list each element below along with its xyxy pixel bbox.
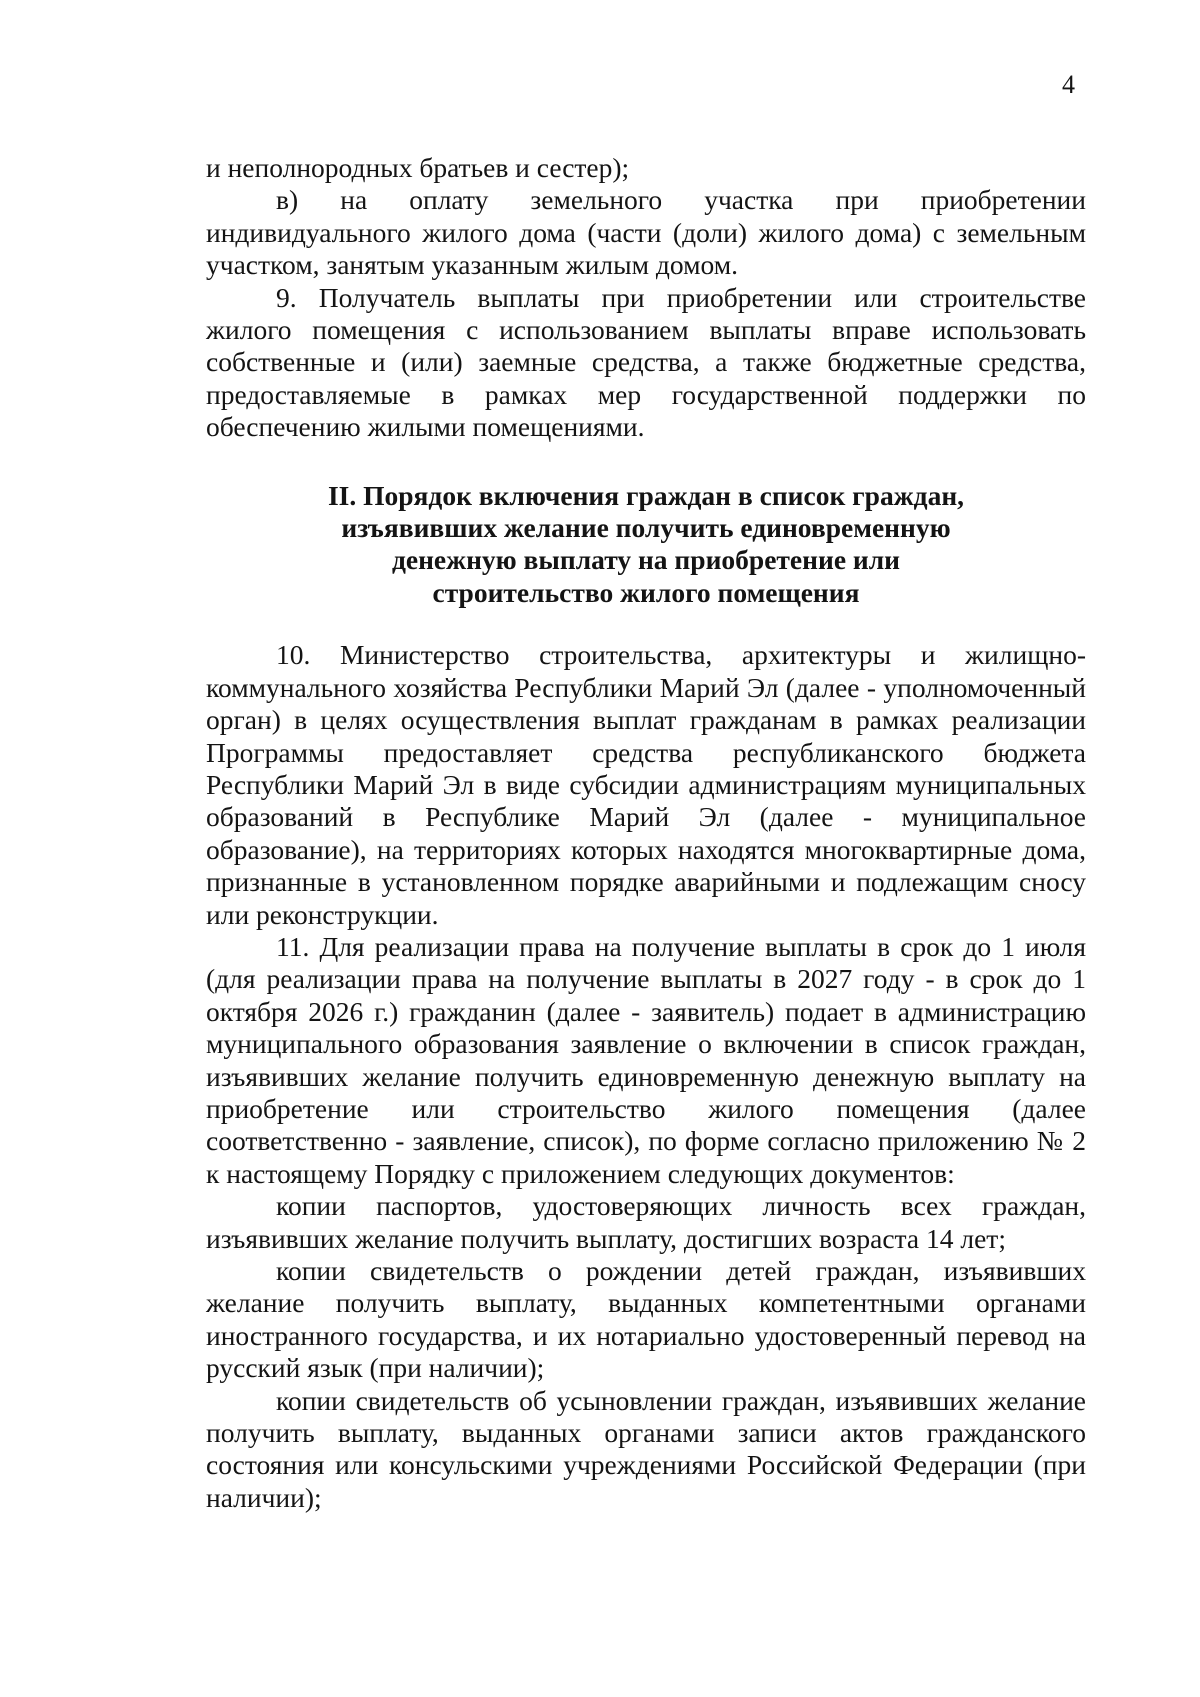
document-body	[206, 152, 1086, 1514]
paragraph-10: 10. Министерство строительства, архитектуры и жилищно-коммунального хозяйства Республики Марий Эл (далее - уполномоченный орган) в целях осуществления выплат гражданам в рамках реализации Программы предоставляет средства республиканского бюджета Республики Марий Эл в виде субсидии администрациям муниципальных образований в Республике Марий Эл (далее - муниципальное образование), на территориях которых находятся многоквартирные дома, признанные в установленном порядке аварийными и подлежащим сносу или реконструкции.	[206, 639, 1086, 930]
paragraph-9: 9. Получатель выплаты при приобретении или строительстве жилого помещения с использованием выплаты вправе использовать собственные и (или) заемные средства, а также бюджетные средства, предоставляемые в рамках мер государственной поддержки по обеспечению жилыми помещениями.	[206, 281, 1086, 443]
section-heading	[206, 480, 1086, 610]
section-heading-line: денежную выплату на приобретение или	[391, 544, 901, 576]
section-heading-line: II. Порядок включения граждан в список граждан,	[327, 479, 965, 511]
list-item-adoption-certificates: копии свидетельств об усыновлении граждан, изъявивших желание получить выплату, выданных органами записи актов гражданского состояния или консульскими учреждениями Российской Федерации (при наличии);	[206, 1384, 1086, 1513]
list-item-passports: копии паспортов, удостоверяющих личность всех граждан, изъявивших желание получить выплату, достигших возраста 14 лет;	[206, 1190, 1086, 1254]
section-heading-line: изъявивших желание получить единовременную	[341, 512, 951, 544]
list-item-birth-certificates: копии свидетельств о рождении детей граждан, изъявивших желание получить выплату, выданных компетентными органами иностранного государства, и их нотариально удостоверенный перевод на русский язык (при наличии);	[206, 1255, 1086, 1384]
paragraph-11: 11. Для реализации права на получение выплаты в срок до 1 июля (для реализации права на получение выплаты в 2027 году - в срок до 1 октября 2026 г.) гражданин (далее - заявитель) подает в администрацию муниципального образования заявление о включении в список граждан, изъявивших желание получить единовременную денежную выплату на приобретение или строительство жилого помещения (далее соответственно - заявление, список), по форме согласно приложению № 2 к настоящему Порядку с приложением следующих документов:	[206, 930, 1086, 1189]
paragraph-item-v: в) на оплату земельного участка при приобретении индивидуального жилого дома (части (доли) жилого дома) с земельным участком, занятым указанным жилым домом.	[206, 184, 1086, 281]
page-number: 4	[1062, 70, 1075, 99]
section-heading-line: строительство жилого помещения	[432, 576, 860, 608]
paragraph-continuation: и неполнородных братьев и сестер);	[206, 152, 630, 183]
